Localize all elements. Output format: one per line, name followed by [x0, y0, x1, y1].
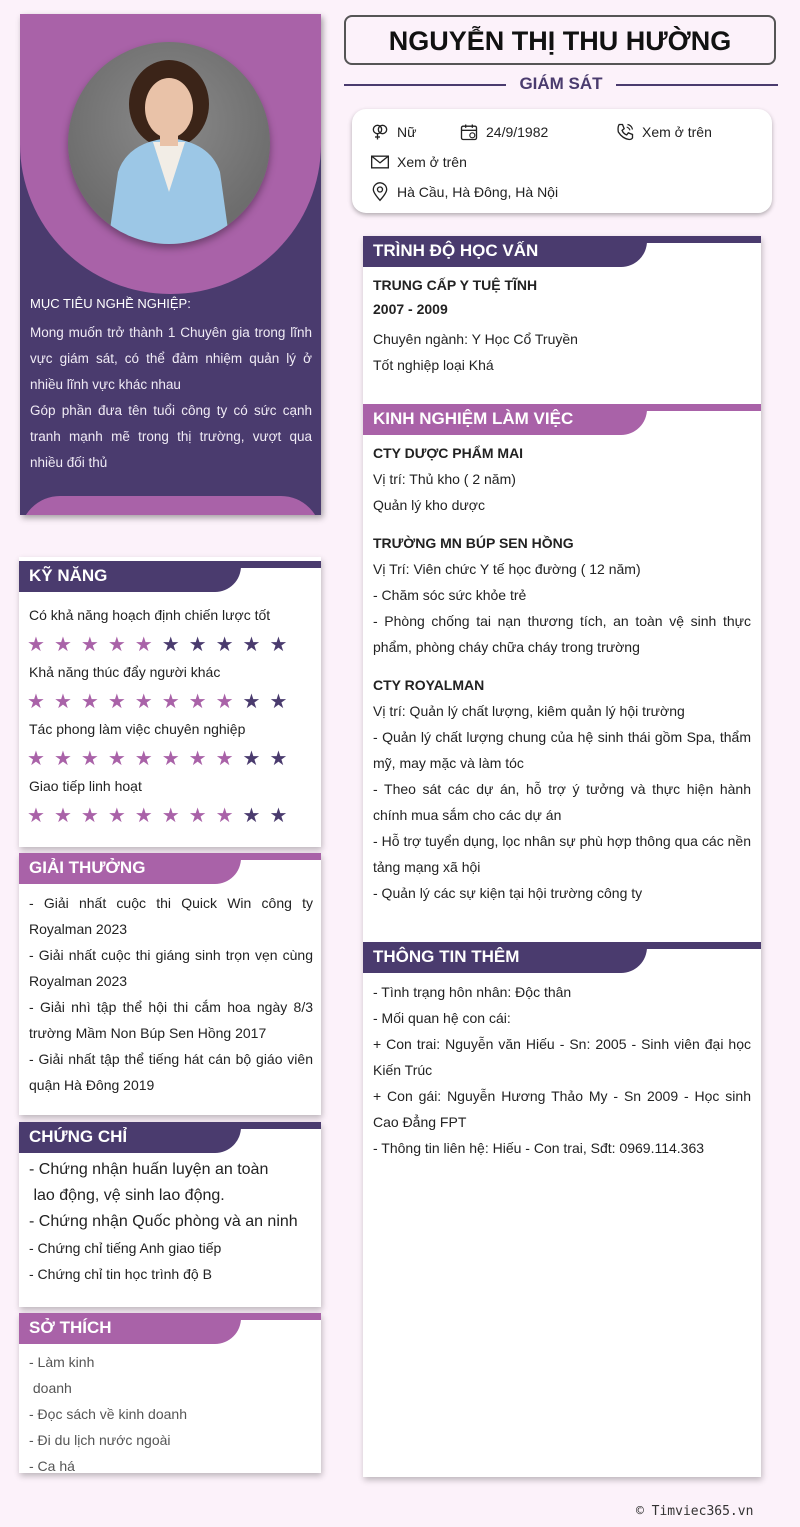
- star-icon: ★: [215, 803, 234, 827]
- job-line: - Theo sát các dự án, hỗ trợ ý tưởng và thực hiện hành chính mua sắm cho các dự án: [373, 781, 751, 823]
- award-item: - Giải nhất tập thể tiếng hát cán bộ giáo viên quận Hà Đông 2019: [29, 1051, 313, 1093]
- skills-title: KỸ NĂNG: [29, 566, 108, 585]
- star-icon: ★: [215, 689, 234, 713]
- job-line: - Chăm sóc sức khỏe trẻ: [373, 587, 527, 603]
- star-icon: ★: [242, 746, 261, 770]
- award-item: - Giải nhì tập thể hội thi cắm hoa ngày 8/3 trường Mầm Non Búp Sen Hồng 2017: [29, 999, 313, 1041]
- award-item: - Giải nhất cuộc thi Quick Win công ty Royalman 2023: [29, 895, 313, 937]
- extra-header: [363, 942, 761, 973]
- gender-text: Nữ: [397, 124, 417, 140]
- education-major: Chuyên ngành: Y Học Cổ Truyền: [373, 331, 578, 347]
- skill-rating: [27, 805, 287, 825]
- job-line: Vị Trí: Viên chức Y tế học đường ( 12 năm): [373, 561, 641, 577]
- award-item: - Giải nhất cuộc thi giáng sinh trọn vẹn cùng Royalman 2023: [29, 947, 313, 989]
- certificates-card: [19, 1122, 321, 1307]
- star-icon: ★: [269, 689, 288, 713]
- skill-rating: [27, 634, 287, 654]
- name-box: [344, 15, 776, 65]
- skill-name: Tác phong làm việc chuyên nghiệp: [29, 721, 246, 737]
- hobby-item: - Ca há: [29, 1458, 75, 1473]
- certificate-line: - Chứng nhận Quốc phòng và an ninh: [29, 1213, 298, 1230]
- extra-line: - Thông tin liên hệ: Hiếu - Con trai, Sđt: 0969.114.363: [373, 1140, 705, 1156]
- address-text: Hà Cầu, Hà Đông, Hà Nội: [397, 184, 559, 200]
- awards-card: [19, 853, 321, 1115]
- star-icon: ★: [269, 632, 288, 656]
- education-school: TRUNG CẤP Y TUỆ TĨNH: [373, 277, 538, 293]
- star-icon: ★: [134, 632, 153, 656]
- star-icon: ★: [161, 746, 180, 770]
- objective-paragraph: Góp phần đưa tên tuổi công ty có sức cạnh tranh mạnh mẽ trong thị trường, vượt qua nhiều đối thủ: [30, 403, 312, 470]
- job-company: TRƯỜNG MN BÚP SEN HỒNG: [373, 535, 574, 551]
- hobby-item: - Đọc sách về kinh doanh: [29, 1406, 187, 1422]
- star-icon: ★: [53, 746, 72, 770]
- objective-title: MỤC TIÊU NGHỀ NGHIỆP:: [30, 296, 191, 311]
- email-text: Xem ở trên: [397, 154, 467, 170]
- experience-body: [373, 440, 751, 906]
- skill-rating: [27, 691, 287, 711]
- extra-line: + Con trai: Nguyễn văn Hiếu - Sn: 2005 - Sinh viên đại học Kiến Trúc: [373, 1036, 751, 1078]
- contact-birthday: [459, 122, 548, 142]
- calendar-icon: [459, 122, 479, 142]
- star-icon: ★: [134, 803, 153, 827]
- contact-email: [370, 152, 467, 172]
- certificates-text: [29, 1235, 221, 1287]
- job-line: Vị trí: Thủ kho ( 2 năm): [373, 471, 516, 487]
- job-line: - Hỗ trợ tuyển dụng, lọc nhân sự phù hợp thông qua các nền tảng mạng xã hội: [373, 833, 751, 875]
- objective-text: [30, 320, 312, 476]
- main-content-card: [363, 236, 761, 1477]
- extra-title: THÔNG TIN THÊM: [373, 947, 520, 966]
- star-icon: ★: [269, 746, 288, 770]
- avatar: [68, 42, 270, 244]
- contact-address: [370, 182, 558, 202]
- title-divider-right: [616, 84, 778, 86]
- star-icon: ★: [242, 689, 261, 713]
- education-header: [363, 236, 761, 267]
- hobby-item: - Đi du lịch nước ngoài: [29, 1432, 171, 1448]
- education-body: [373, 272, 751, 378]
- phone-text: Xem ở trên: [642, 124, 712, 140]
- skills-header: [19, 561, 321, 592]
- contact-gender: [370, 122, 416, 142]
- certificates-large-text: [29, 1157, 298, 1235]
- star-icon: ★: [80, 803, 99, 827]
- skill-name: Khả năng thúc đẩy người khác: [29, 664, 221, 680]
- star-icon: ★: [134, 689, 153, 713]
- star-icon: ★: [53, 632, 72, 656]
- star-icon: ★: [80, 746, 99, 770]
- star-icon: ★: [161, 689, 180, 713]
- extra-body: [373, 979, 751, 1161]
- job-title: GIÁM SÁT: [519, 74, 603, 93]
- star-icon: ★: [107, 689, 126, 713]
- star-icon: ★: [107, 803, 126, 827]
- job-line: - Quản lý chất lượng chung của hệ sinh thái gồm Spa, thẩm mỹ, may mặc và làm tóc: [373, 729, 751, 771]
- hobby-item: - Làm kinh: [29, 1354, 95, 1370]
- job-line: - Quản lý các sự kiện tại hội trường công ty: [373, 885, 643, 901]
- star-icon: ★: [215, 632, 234, 656]
- copyright: © Timviec365.vn: [636, 1504, 754, 1519]
- skill-rating: [27, 748, 287, 768]
- certificates-header: [19, 1122, 321, 1153]
- star-icon: ★: [27, 632, 45, 656]
- star-icon: ★: [161, 803, 180, 827]
- star-icon: ★: [27, 689, 45, 713]
- star-icon: ★: [242, 632, 261, 656]
- star-icon: ★: [80, 632, 99, 656]
- star-icon: ★: [188, 746, 207, 770]
- awards-text: [29, 890, 313, 1098]
- hobbies-title: SỞ THÍCH: [29, 1318, 112, 1337]
- star-icon: ★: [242, 803, 261, 827]
- location-pin-icon: [370, 182, 390, 202]
- extra-line: + Con gái: Nguyễn Hương Thảo My - Sn 2009 - Học sinh Cao Đẳng FPT: [373, 1088, 751, 1130]
- education-title: TRÌNH ĐỘ HỌC VẤN: [373, 241, 539, 260]
- skill-name: Giao tiếp linh hoạt: [29, 778, 142, 794]
- certificate-line: - Chứng nhận huấn luyện an toàn: [29, 1161, 269, 1178]
- certificates-title: CHỨNG CHỈ: [29, 1127, 128, 1146]
- profile-footer-arc: [20, 496, 321, 515]
- hobby-item: doanh: [29, 1380, 72, 1396]
- certificate-line: - Chứng chỉ tin học trình độ B: [29, 1266, 212, 1282]
- profile-card: [20, 14, 321, 515]
- experience-title: KINH NGHIỆM LÀM VIỆC: [373, 409, 574, 428]
- star-icon: ★: [53, 803, 72, 827]
- awards-header: [19, 853, 321, 884]
- hobbies-text: [29, 1349, 187, 1473]
- star-icon: ★: [80, 689, 99, 713]
- gender-icon: [370, 122, 390, 142]
- job-line: Vị trí: Quản lý chất lượng, kiêm quản lý hội trường: [373, 703, 685, 719]
- star-icon: ★: [188, 803, 207, 827]
- star-icon: ★: [215, 746, 234, 770]
- certificate-line: - Chứng chỉ tiếng Anh giao tiếp: [29, 1240, 222, 1256]
- education-grade: Tốt nghiệp loại Khá: [373, 357, 494, 373]
- hobbies-header: [19, 1313, 321, 1344]
- experience-header: [363, 404, 761, 435]
- certificate-line: lao động, vệ sinh lao động.: [29, 1187, 225, 1204]
- phone-icon: [615, 122, 635, 142]
- birthday-text: 24/9/1982: [486, 124, 549, 140]
- star-icon: ★: [134, 746, 153, 770]
- skills-card: [19, 557, 321, 847]
- job-line: - Phòng chống tai nạn thương tích, an toàn vệ sinh thực phẩm, phòng cháy chữa cháy trong trường: [373, 613, 751, 655]
- job-company: CTY DƯỢC PHẨM MAI: [373, 445, 524, 461]
- star-icon: ★: [53, 689, 72, 713]
- education-years: 2007 - 2009: [373, 301, 448, 317]
- extra-line: - Mối quan hệ con cái:: [373, 1010, 511, 1026]
- objective-paragraph: Mong muốn trở thành 1 Chuyên gia trong lĩnh vực giám sát, có thể đảm nhiệm quản lý ở nhiều lĩnh vực khác nhau: [30, 325, 312, 392]
- hobbies-card: [19, 1313, 321, 1473]
- star-icon: ★: [188, 689, 207, 713]
- star-icon: ★: [269, 803, 288, 827]
- skill-name: Có khả năng hoạch định chiến lược tốt: [29, 607, 271, 623]
- awards-title: GIẢI THƯỞNG: [29, 858, 146, 877]
- contact-phone: [615, 122, 712, 142]
- star-icon: ★: [188, 632, 207, 656]
- contact-box: [352, 109, 772, 213]
- star-icon: ★: [107, 632, 126, 656]
- job-line: Quản lý kho dược: [373, 497, 485, 513]
- job-company: CTY ROYALMAN: [373, 677, 485, 693]
- star-icon: ★: [27, 803, 45, 827]
- star-icon: ★: [107, 746, 126, 770]
- title-divider-left: [344, 84, 506, 86]
- star-icon: ★: [161, 632, 180, 656]
- email-icon: [370, 152, 390, 172]
- full-name: NGUYỄN THỊ THU HƯỜNG: [388, 26, 732, 56]
- extra-line: - Tình trạng hôn nhân: Độc thân: [373, 984, 572, 1000]
- star-icon: ★: [27, 746, 45, 770]
